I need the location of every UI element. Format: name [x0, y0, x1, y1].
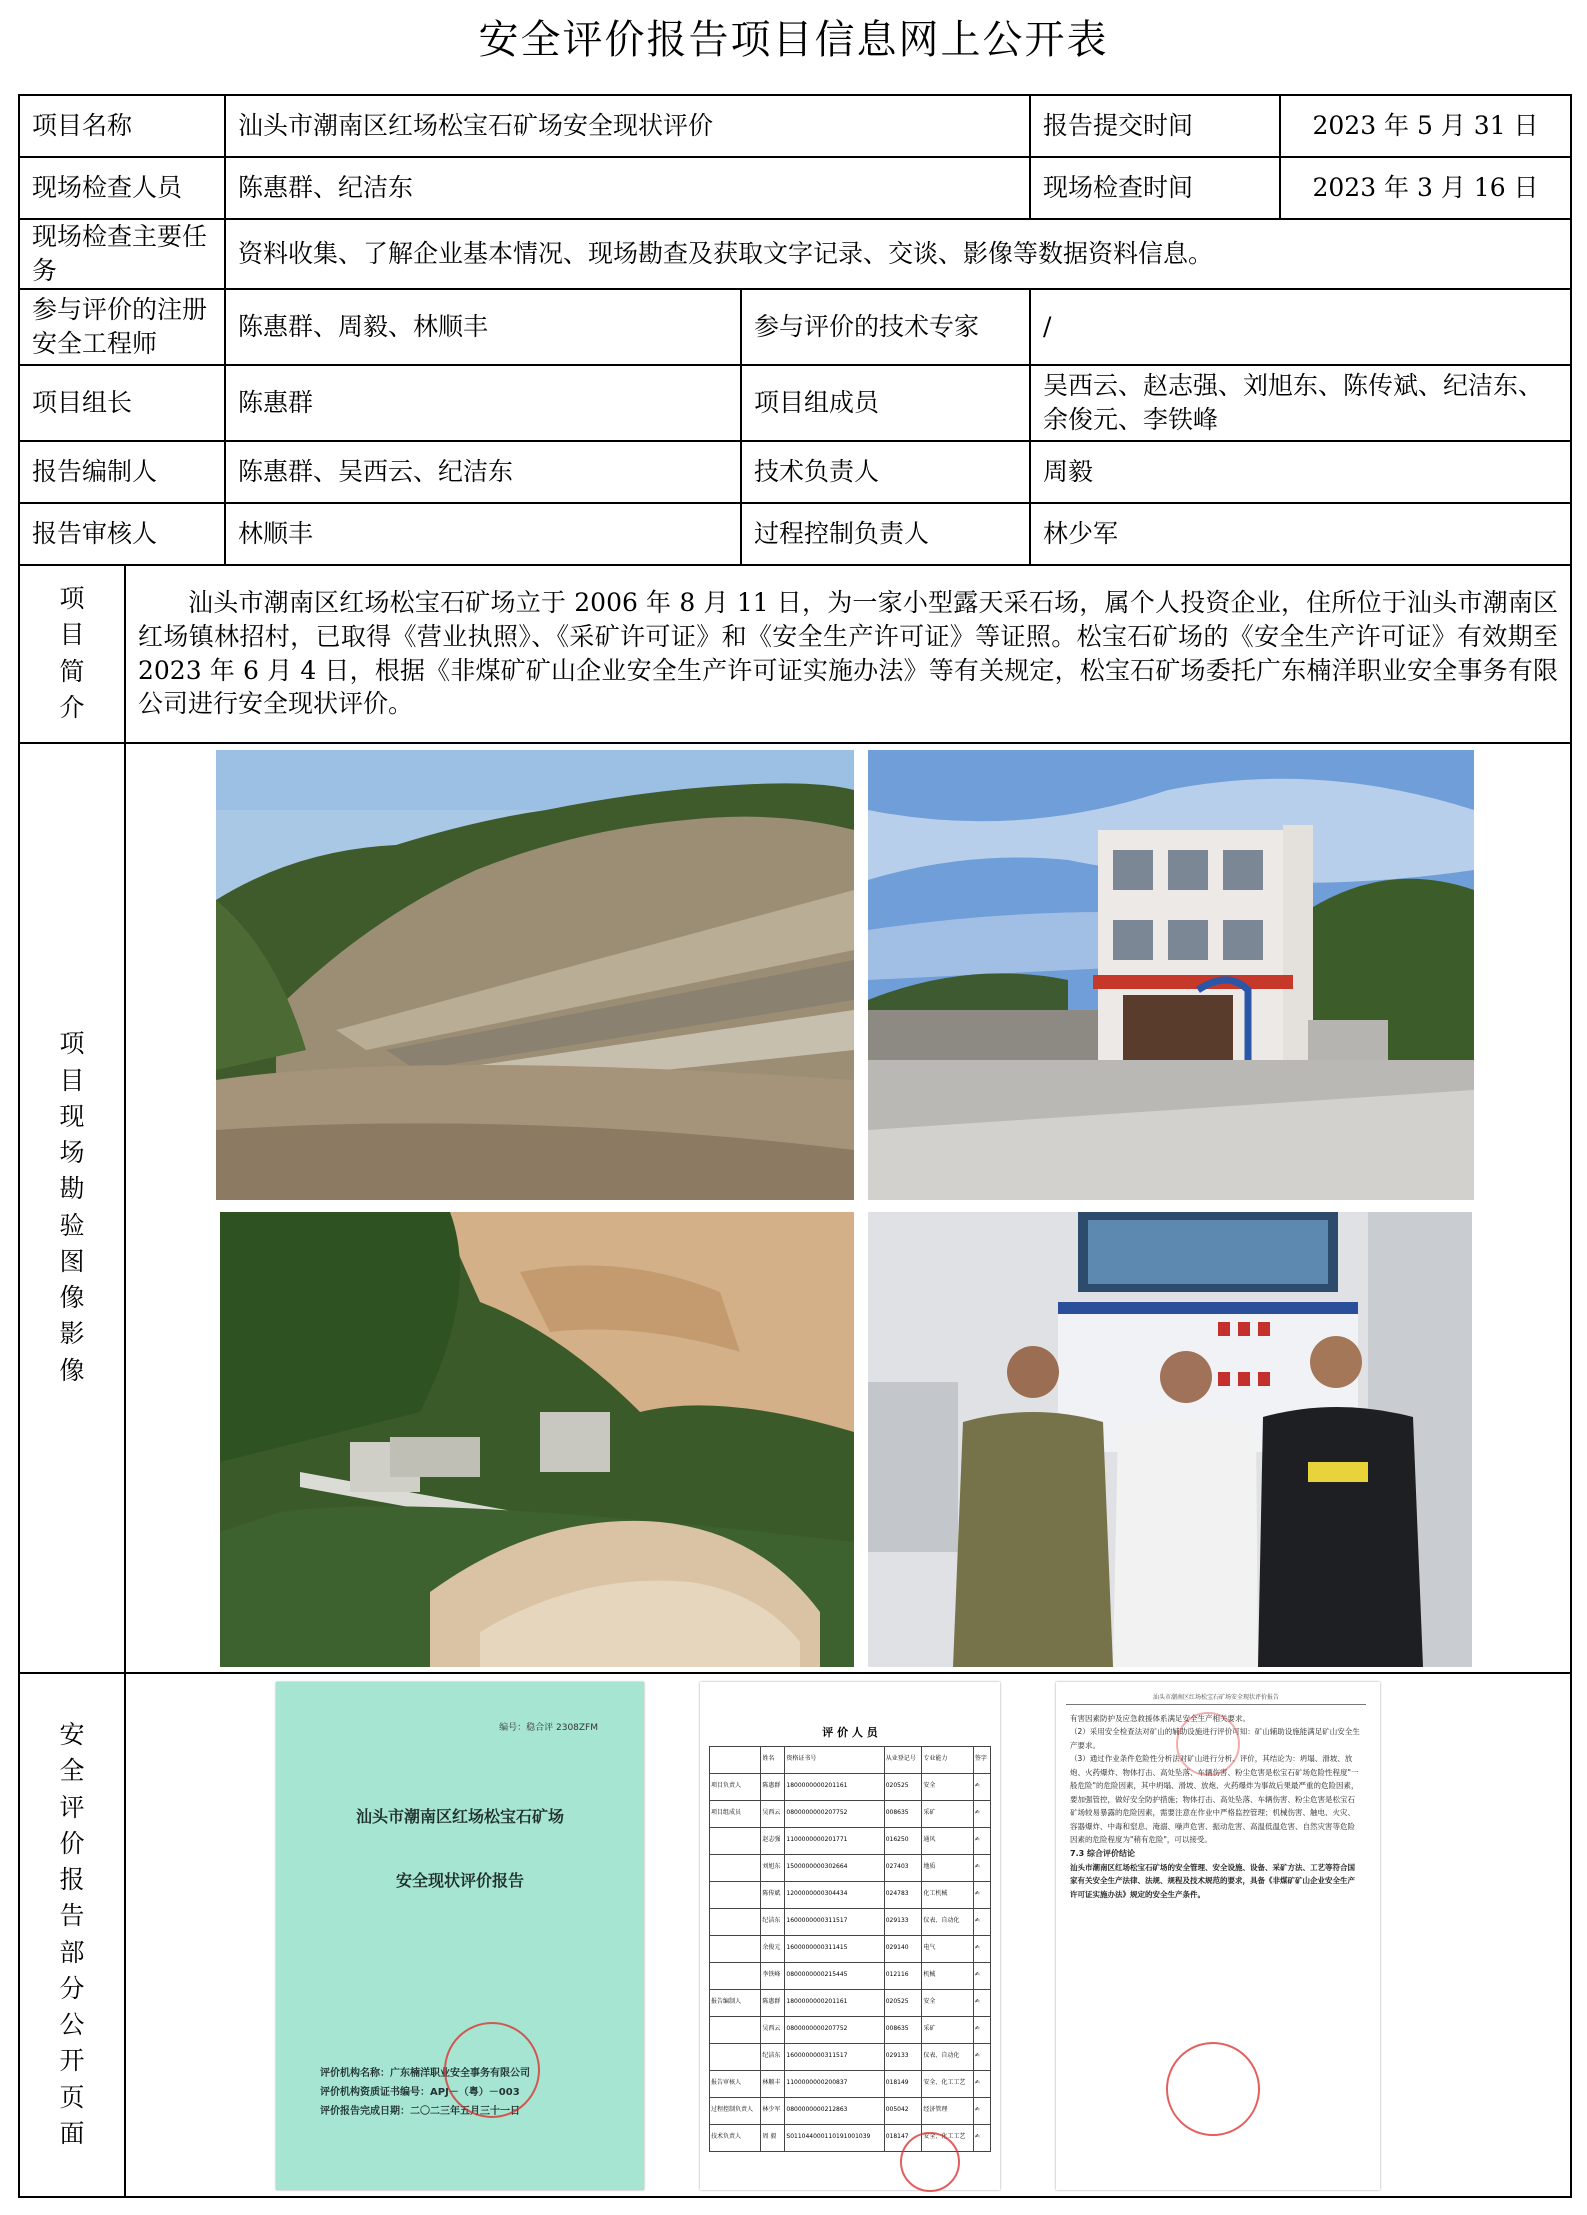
- info-table: [18, 94, 1572, 2198]
- staff-row: 刘旭东 1500000000302664 027403 地质 ✍: [710, 1854, 991, 1881]
- staff-header-row: 姓名 资格证书号 从业登记号 专业能力 签字: [710, 1746, 991, 1773]
- pages-label: 安全评价报告部分公开页面: [59, 1720, 85, 2148]
- conclusion-line: （3）通过作业条件危险性分析法对矿山进行分析、评价，其结论为：坍塌、滑坡、放炮、火药爆炸、物体打击、高处坠落、车辆伤害、粉尘危害是松宝石矿场危险性程度"一般危险"的危险因素，其中坍塌、滑坡、放炮、火药爆炸为事故后果最严重的危险因素，要加强管控，做好安全防护措施；物体打击、高处坠落、车辆伤害、粉尘危害是松宝石矿场较易暴露的危险因素，需要注意在作业中严格监控管理；机械伤害、触电、火灾、容器爆炸、中毒和窒息、淹溺、噪声危害、振动危害、高温低温危害、自然灾害等危险因素的危险程度为"稍有危险"，可以接受。: [1070, 1754, 1359, 1844]
- staff-row: 余俊元 1600000000311415 029140 电气 ✍: [710, 1935, 991, 1962]
- staff-list-page: [700, 1682, 1000, 2190]
- site-photos: [126, 744, 1570, 1672]
- row-report-pages: [19, 1673, 1571, 2197]
- intro-label: 项目简介: [59, 584, 85, 722]
- engineers-value: 陈惠群、周毅、林顺丰: [225, 289, 741, 365]
- experts-label: 参与评价的技术专家: [741, 289, 1030, 365]
- staff-row: 项目负责人 陈惠群 1800000000201161 020525 安全 ✍: [710, 1773, 991, 1800]
- staff-table: [709, 1746, 991, 2152]
- cover-cert: 评价机构资质证书编号：APJ－（粤）－003: [320, 2086, 520, 2098]
- process-lead-label: 过程控制负责人: [741, 503, 1030, 565]
- page-title: 安全评价报告项目信息网上公开表: [478, 17, 1109, 63]
- quarry-face-photo: [216, 750, 854, 1200]
- signature: ✍: [973, 1962, 990, 1989]
- reviewer-label: 报告审核人: [19, 503, 225, 565]
- reviewer-value: 林顺丰: [225, 503, 741, 565]
- staff-row: 赵志强 1100000000201771 016250 通风 ✍: [710, 1827, 991, 1854]
- staff-row: 李铁峰 0800000000215445 012116 机械 ✍: [710, 1962, 991, 1989]
- staff-row: 报告审核人 林顺丰 1100000000200837 018149 安全、化工工艺 ✍: [710, 2070, 991, 2097]
- inspectors-label: 现场检查人员: [19, 157, 225, 219]
- staff-row: 技术负责人 周 毅 S011044000110191001039 018147 安全、化工工艺 ✍: [710, 2124, 991, 2151]
- report-pages: [126, 1674, 1570, 2196]
- office-building-photo: [868, 750, 1474, 1200]
- row-engineers: [19, 289, 1571, 365]
- staff-row: 吴西云 0800000000207752 008635 采矿 ✍: [710, 2016, 991, 2043]
- project-name-label: 项目名称: [19, 95, 225, 157]
- leader-value: 陈惠群: [225, 365, 741, 441]
- compiler-value: 陈惠群、吴西云、纪洁东: [225, 441, 741, 503]
- row-main-task: [19, 219, 1571, 289]
- submit-time-value: 2023 年 5 月 31 日: [1312, 111, 1539, 141]
- leader-label: 项目组长: [19, 365, 225, 441]
- row-photos: [19, 743, 1571, 1673]
- signature: ✍: [973, 2124, 990, 2151]
- row-project-name: [19, 95, 1571, 157]
- conclusion-line: 有害因素防护及应急救援体系满足安全生产相关要求。: [1070, 1713, 1250, 1723]
- signature: ✍: [973, 1989, 990, 2016]
- signature: ✍: [973, 2097, 990, 2124]
- crushing-plant-photo: [220, 1212, 854, 1667]
- staff-row: 纪洁东 1600000000311517 029133 仪表、自动化 ✍: [710, 1908, 991, 1935]
- staff-row: 陈传斌 1200000000304434 024783 化工机械 ✍: [710, 1881, 991, 1908]
- tech-lead-label: 技术负责人: [741, 441, 1030, 503]
- intro-text: 汕头市潮南区红场松宝石矿场立于 2006 年 8 月 11 日，为一家小型露天采石场，属个人投资企业，住所位于汕头市潮南区红场镇林招村，已取得《营业执照》、《采矿许可证》和《安全生产许可证》等证照。松宝石矿场的《安全生产许可证》有效期至 2023 年 6 月 4 日，根据《非煤矿矿山企业安全生产许可证实施办法》等有关规定，松宝石矿场委托广东楠洋职业安全事务有限公司进行安全现状评价。: [125, 565, 1571, 743]
- staff-row: 项目组成员 吴西云 0800000000207752 008635 采矿 ✍: [710, 1800, 991, 1827]
- row-intro: [19, 565, 1571, 743]
- engineers-label: 参与评价的注册安全工程师: [19, 289, 225, 365]
- signature: ✍: [973, 1935, 990, 1962]
- company-seal: [1176, 1712, 1240, 1776]
- process-lead-value: 林少军: [1030, 503, 1571, 565]
- staff-group-photo: [868, 1212, 1472, 1667]
- tech-lead-value: 周毅: [1030, 441, 1571, 503]
- staff-row: 过程控制负责人 林少军 0800000000212863 005042 经济管理 ✍: [710, 2097, 991, 2124]
- company-seal: [1166, 2042, 1260, 2136]
- cover-subtitle: 安全现状评价报告: [395, 1870, 524, 1890]
- signature: ✍: [973, 2016, 990, 2043]
- members-label: 项目组成员: [741, 365, 1030, 441]
- row-leader: [19, 365, 1571, 441]
- signature: ✍: [973, 1908, 990, 1935]
- signature: ✍: [973, 1881, 990, 1908]
- signature: ✍: [973, 2070, 990, 2097]
- signature: ✍: [973, 1773, 990, 1800]
- signature: ✍: [973, 2043, 990, 2070]
- project-name-value: 汕头市潮南区红场松宝石矿场安全现状评价: [225, 95, 1030, 157]
- staff-row: 纪洁东 1600000000311517 029133 仪表、自动化 ✍: [710, 2043, 991, 2070]
- row-reviewer: [19, 503, 1571, 565]
- conclusion-line: （2）采用安全检查法对矿山的辅助设施进行评价可知：矿山辅助设施能满足矿山安全生产要求。: [1070, 1727, 1360, 1750]
- submit-time-label: 报告提交时间: [1031, 96, 1280, 156]
- inspectors-value: 陈惠群、纪洁东: [225, 157, 1030, 219]
- report-code: 编号：稳合评 2308ZFM: [499, 1722, 598, 1733]
- staff-row: 报告编制人 陈惠群 1800000000201161 020525 安全 ✍: [710, 1989, 991, 2016]
- conclusion-line: 汕头市潮南区红场松宝石矿场的安全管理、安全设施、设备、采矿方法、工艺等符合国家有关安全生产法律、法规、规程及技术规范的要求，具备《非煤矿矿山企业安全生产许可证实施办法》规定的安全生产条件。: [1070, 1862, 1355, 1899]
- signature: ✍: [973, 1800, 990, 1827]
- company-seal: [900, 2132, 960, 2192]
- cover-title: 汕头市潮南区红场松宝石矿场: [355, 1806, 564, 1826]
- members-value: 吴西云、赵志强、刘旭东、陈传斌、纪洁东、余俊元、李铁峰: [1030, 365, 1571, 441]
- inspect-time-label: 现场检查时间: [1031, 158, 1280, 218]
- main-task-value: 资料收集、了解企业基本情况、现场勘查及获取文字记录、交谈、影像等数据资料信息。: [225, 219, 1571, 289]
- signature: ✍: [973, 1854, 990, 1881]
- cover-date: 评价报告完成日期：二〇二三年五月三十一日: [320, 2105, 520, 2117]
- photos-label: 项目现场勘验图像影像: [59, 1029, 85, 1385]
- conclusion-page: [1056, 1682, 1380, 2190]
- inspect-time-value: 2023 年 3 月 16 日: [1312, 173, 1539, 203]
- company-seal: [444, 2022, 540, 2118]
- experts-value: /: [1030, 289, 1571, 365]
- staff-heading: 评 价 人 员: [822, 1725, 878, 1739]
- row-inspectors: [19, 157, 1571, 219]
- signature: ✍: [973, 1827, 990, 1854]
- cover-org: 评价机构名称：广东楠洋职业安全事务有限公司: [320, 2067, 530, 2079]
- conclusion-heading: 7.3 综合评价结论: [1070, 1848, 1135, 1858]
- main-task-label: 现场检查主要任务: [19, 219, 225, 289]
- compiler-label: 报告编制人: [19, 441, 225, 503]
- report-cover-page: [276, 1682, 644, 2190]
- row-compiler: [19, 441, 1571, 503]
- conclusion-header: 汕头市潮南区红场松宝石矿场安全现状评价报告: [1066, 1694, 1366, 1705]
